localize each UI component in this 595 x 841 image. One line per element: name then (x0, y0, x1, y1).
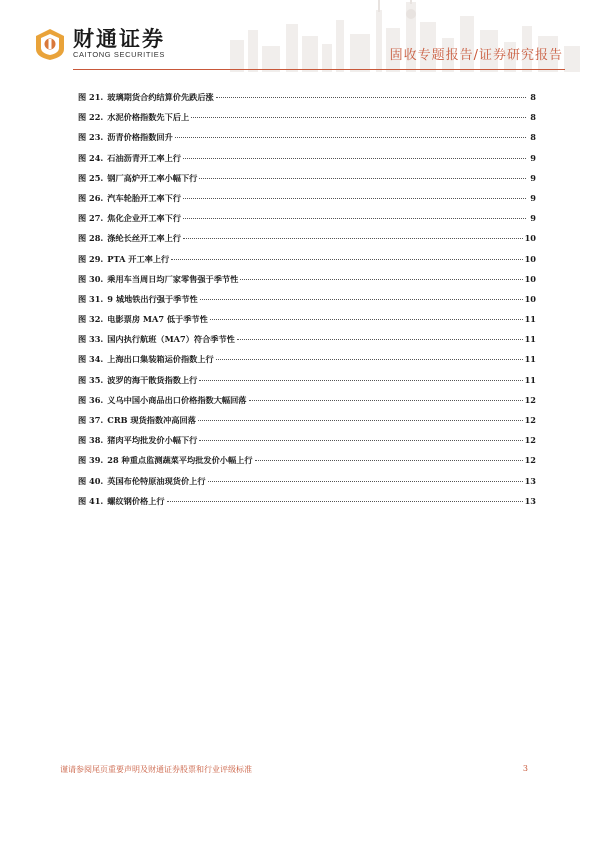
toc-dot-leader (183, 218, 526, 219)
toc-figure-number: 图 38. (78, 435, 104, 446)
toc-page-number: 11 (524, 354, 536, 365)
toc-entry[interactable] (78, 455, 536, 475)
toc-figure-title: 上海出口集装箱运价指数上行 (107, 354, 214, 365)
toc-figure-number: 图 36. (78, 394, 104, 405)
toc-figure-number: 图 33. (78, 334, 104, 345)
toc-page-number: 12 (524, 455, 536, 466)
toc-figure-title: 螺纹钢价格上行 (107, 495, 165, 506)
toc-figure-title: 钢厂高炉开工率小幅下行 (107, 172, 198, 183)
toc-page-number: 10 (524, 273, 536, 284)
toc-page-number: 9 (530, 213, 536, 224)
toc-figure-title: 猪肉平均批发价小幅下行 (107, 435, 198, 446)
toc-entry[interactable] (78, 435, 536, 455)
toc-dot-leader (198, 420, 523, 421)
toc-figure-number: 图 34. (78, 354, 104, 365)
toc-figure-title: CRB 现货指数冲高回落 (107, 415, 196, 425)
toc-figure-title: 玻璃期货合约结算价先跌后涨 (107, 92, 214, 102)
logo-chinese-name: 财通证券 (73, 27, 165, 51)
toc-page-number: 12 (524, 415, 536, 425)
toc-entry[interactable] (78, 354, 536, 374)
toc-figure-title: 石油沥青开工率上行 (107, 152, 181, 163)
toc-dot-leader (249, 400, 523, 401)
toc-page-number: 10 (524, 293, 536, 304)
toc-figure-number: 图 24. (78, 152, 104, 163)
toc-figure-title: 水泥价格指数先下后上 (107, 112, 190, 123)
toc-figure-title: 涤纶长丝开工率上行 (107, 233, 181, 244)
toc-entry[interactable] (78, 112, 536, 132)
toc-page-number: 9 (530, 192, 536, 203)
toc-page-number: 11 (524, 314, 536, 325)
toc-entry[interactable] (78, 314, 536, 334)
toc-entry[interactable] (78, 153, 536, 173)
toc-figure-number: 图 26. (78, 192, 104, 203)
toc-figure-number: 图 40. (78, 475, 104, 486)
toc-dot-leader (183, 198, 526, 199)
toc-page-number: 12 (524, 394, 536, 405)
toc-dot-leader (216, 359, 523, 360)
toc-page-number: 8 (530, 112, 536, 123)
company-logo (33, 27, 165, 61)
toc-dot-leader (200, 299, 523, 300)
toc-figure-number: 图 35. (78, 374, 104, 385)
toc-entry[interactable] (78, 274, 536, 294)
toc-figure-title: 国内执行航班（MA7）符合季节性 (107, 334, 235, 345)
toc-figure-title: 9 城地铁出行强于季节性 (107, 293, 198, 304)
toc-page-number: 12 (524, 435, 536, 446)
toc-entry[interactable] (78, 294, 536, 314)
toc-dot-leader (171, 259, 522, 260)
toc-figure-title: PTA 开工率上行 (107, 253, 170, 264)
toc-figure-title: 义乌中国小商品出口价格指数大幅回落 (107, 394, 247, 405)
figure-table-of-contents (78, 92, 536, 516)
toc-figure-number: 图 30. (78, 273, 104, 284)
toc-figure-number: 图 21. (78, 92, 104, 102)
header-divider (73, 69, 565, 70)
toc-figure-number: 图 25. (78, 172, 104, 183)
toc-dot-leader (199, 380, 522, 381)
toc-page-number: 11 (524, 374, 536, 385)
toc-figure-number: 图 28. (78, 233, 104, 244)
toc-entry[interactable] (78, 254, 536, 274)
toc-figure-number: 图 39. (78, 455, 104, 466)
toc-page-number: 10 (524, 253, 536, 264)
toc-entry[interactable] (78, 193, 536, 213)
toc-figure-title: 28 种重点监测蔬菜平均批发价小幅上行 (107, 455, 253, 466)
toc-entry[interactable] (78, 476, 536, 496)
logo-english-name: CAITONG SECURITIES (73, 50, 165, 59)
toc-page-number: 9 (530, 152, 536, 163)
footer-disclaimer: 谨请参阅尾页重要声明及财通证券股票和行业评级标准 (60, 765, 252, 774)
caitong-logo-icon (33, 27, 67, 61)
toc-entry[interactable] (78, 375, 536, 395)
toc-dot-leader (210, 319, 523, 320)
toc-dot-leader (183, 158, 526, 159)
toc-page-number: 8 (530, 92, 536, 102)
toc-page-number: 9 (530, 172, 536, 183)
toc-dot-leader (255, 460, 523, 461)
toc-entry[interactable] (78, 132, 536, 152)
toc-figure-title: 波罗的海干散货指数上行 (107, 374, 198, 385)
toc-dot-leader (199, 178, 526, 179)
toc-page-number: 13 (524, 495, 536, 506)
report-type-label: 固收专题报告/证券研究报告 (389, 48, 563, 63)
toc-figure-number: 图 31. (78, 293, 104, 304)
toc-dot-leader (237, 339, 523, 340)
toc-entry[interactable] (78, 213, 536, 233)
page-header (0, 0, 595, 80)
toc-page-number: 8 (530, 132, 536, 143)
toc-figure-title: 焦化企业开工率下行 (107, 213, 181, 224)
toc-entry[interactable] (78, 173, 536, 193)
toc-entry[interactable] (78, 233, 536, 253)
toc-figure-number: 图 27. (78, 213, 104, 224)
toc-figure-title: 沥青价格指数回升 (107, 132, 173, 143)
toc-dot-leader (208, 481, 523, 482)
toc-dot-leader (216, 97, 526, 98)
toc-figure-number: 图 23. (78, 132, 104, 143)
toc-dot-leader (167, 501, 523, 502)
toc-entry[interactable] (78, 496, 536, 516)
toc-figure-number: 图 32. (78, 314, 104, 325)
toc-entry[interactable] (78, 334, 536, 354)
toc-figure-title: 乘用车当周日均厂家零售强于季节性 (107, 273, 239, 284)
toc-dot-leader (175, 137, 526, 138)
toc-page-number: 10 (524, 233, 536, 244)
toc-entry[interactable] (78, 92, 536, 112)
toc-entry[interactable] (78, 395, 536, 415)
toc-page-number: 11 (524, 334, 536, 345)
toc-figure-title: 汽车轮胎开工率下行 (107, 192, 181, 203)
toc-figure-number: 图 22. (78, 112, 104, 123)
toc-figure-number: 图 41. (78, 495, 104, 506)
toc-figure-number: 图 29. (78, 253, 104, 264)
toc-figure-number: 图 37. (78, 415, 104, 425)
toc-figure-title: 英国布伦特原油现货价上行 (107, 475, 206, 486)
toc-figure-title: 电影票房 MA7 低于季节性 (107, 314, 208, 325)
toc-dot-leader (240, 279, 522, 280)
toc-dot-leader (199, 440, 522, 441)
toc-entry[interactable] (78, 415, 536, 435)
toc-dot-leader (191, 117, 526, 118)
toc-page-number: 13 (524, 475, 536, 486)
toc-dot-leader (183, 238, 523, 239)
page-number: 3 (522, 764, 528, 773)
